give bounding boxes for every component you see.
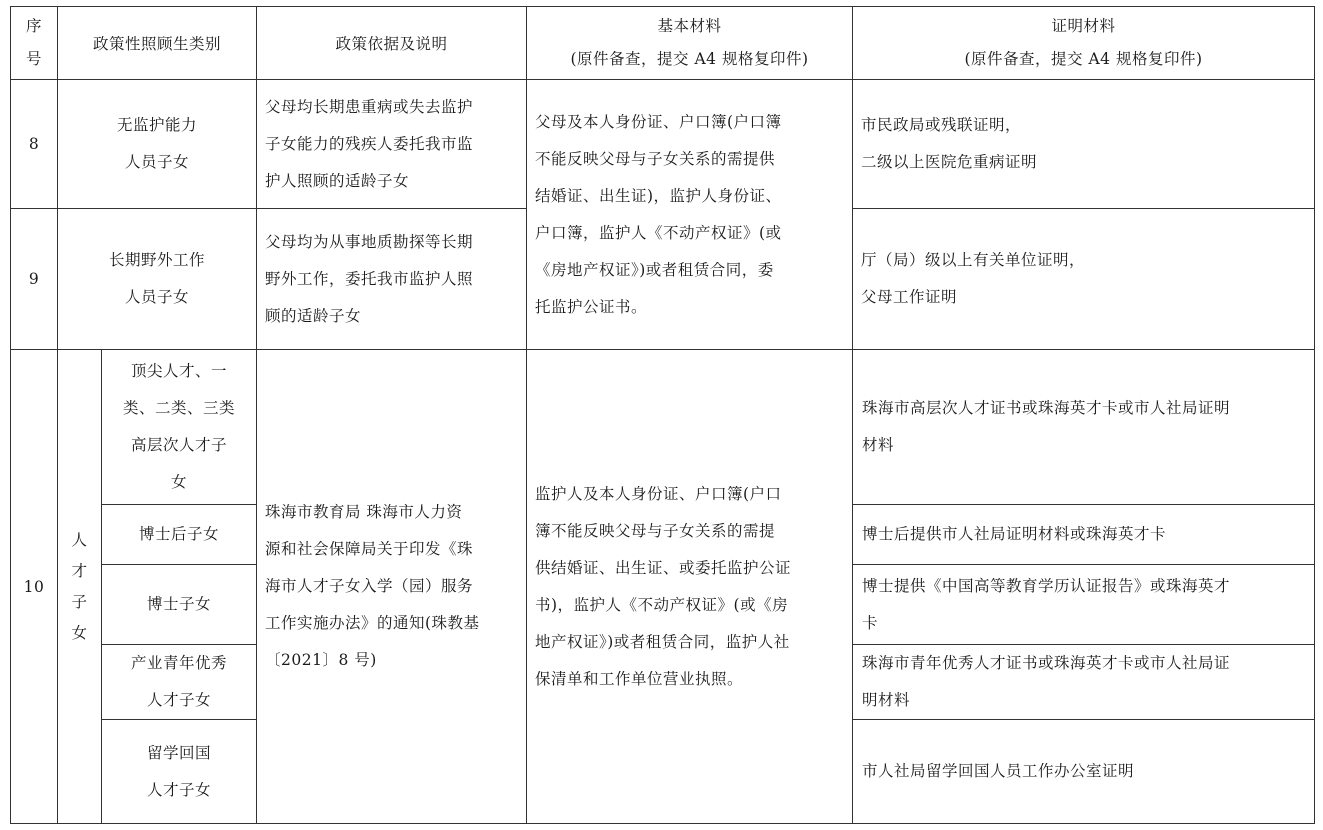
policy-table <box>10 6 1315 824</box>
talent-subcategory: 顶尖人才、一 类、二类、三类 高层次人才子 女 <box>102 350 257 505</box>
basic-materials-8-9: 父母及本人身份证、户口簿(户口簿 不能反映父母与子女关系的需提供 结婚证、出生证)，监护人身份证、 户口簿，监护人《不动产权证》(或 《房地产权证》)或者租赁合同，委 托监护公证书。 <box>527 80 853 350</box>
row-seq: 8 <box>11 80 58 209</box>
talent-subcategory: 博士子女 <box>102 565 257 645</box>
header-policy: 政策依据及说明 <box>257 7 527 80</box>
row-category: 无监护能力 人员子女 <box>58 80 257 209</box>
row-policy: 父母均为从事地质勘探等长期 野外工作，委托我市监护人照 顾的适龄子女 <box>257 209 527 350</box>
row-policy: 父母均长期患重病或失去监护 子女能力的残疾人委托我市监 护人照顾的适龄子女 <box>257 80 527 209</box>
row-proof: 厅（局）级以上有关单位证明， 父母工作证明 <box>853 209 1315 350</box>
header-row <box>11 7 1315 80</box>
talent-group-label: 人 才 子 女 <box>58 350 102 824</box>
header-proof-materials: 证明材料 (原件备查，提交 A4 规格复印件) <box>853 7 1315 80</box>
talent-proof: 市人社局留学回国人员工作办公室证明 <box>853 720 1315 824</box>
talent-subcategory: 产业青年优秀 人才子女 <box>102 645 257 720</box>
talent-proof: 珠海市青年优秀人才证书或珠海英才卡或市人社局证 明材料 <box>853 645 1315 720</box>
talent-subcategory: 博士后子女 <box>102 505 257 565</box>
talent-proof: 珠海市高层次人才证书或珠海英才卡或市人社局证明 材料 <box>853 350 1315 505</box>
talent-basic-materials: 监护人及本人身份证、户口簿(户口 簿不能反映父母与子女关系的需提 供结婚证、出生证、或委托监护公证 书)，监护人《不动产权证》(或《房 地产权证》)或者租赁合同，监护人社 保清单和工作单位营业执照。 <box>527 350 853 824</box>
row-seq: 10 <box>11 350 58 824</box>
talent-subcategory: 留学回国 人才子女 <box>102 720 257 824</box>
row-seq: 9 <box>11 209 58 350</box>
table-row <box>11 350 1315 505</box>
header-basic-materials: 基本材料 (原件备查，提交 A4 规格复印件) <box>527 7 853 80</box>
table-row <box>11 80 1315 209</box>
talent-proof: 博士提供《中国高等教育学历认证报告》或珠海英才 卡 <box>853 565 1315 645</box>
header-seq: 序 号 <box>11 7 58 80</box>
policy-table-container <box>10 6 1315 824</box>
talent-policy: 珠海市教育局 珠海市人力资 源和社会保障局关于印发《珠 海市人才子女入学（园）服务 工作实施办法》的通知(珠教基 〔2021〕8 号) <box>257 350 527 824</box>
talent-proof: 博士后提供市人社局证明材料或珠海英才卡 <box>853 505 1315 565</box>
row-proof: 市民政局或残联证明， 二级以上医院危重病证明 <box>853 80 1315 209</box>
row-category: 长期野外工作 人员子女 <box>58 209 257 350</box>
header-category: 政策性照顾生类别 <box>58 7 257 80</box>
